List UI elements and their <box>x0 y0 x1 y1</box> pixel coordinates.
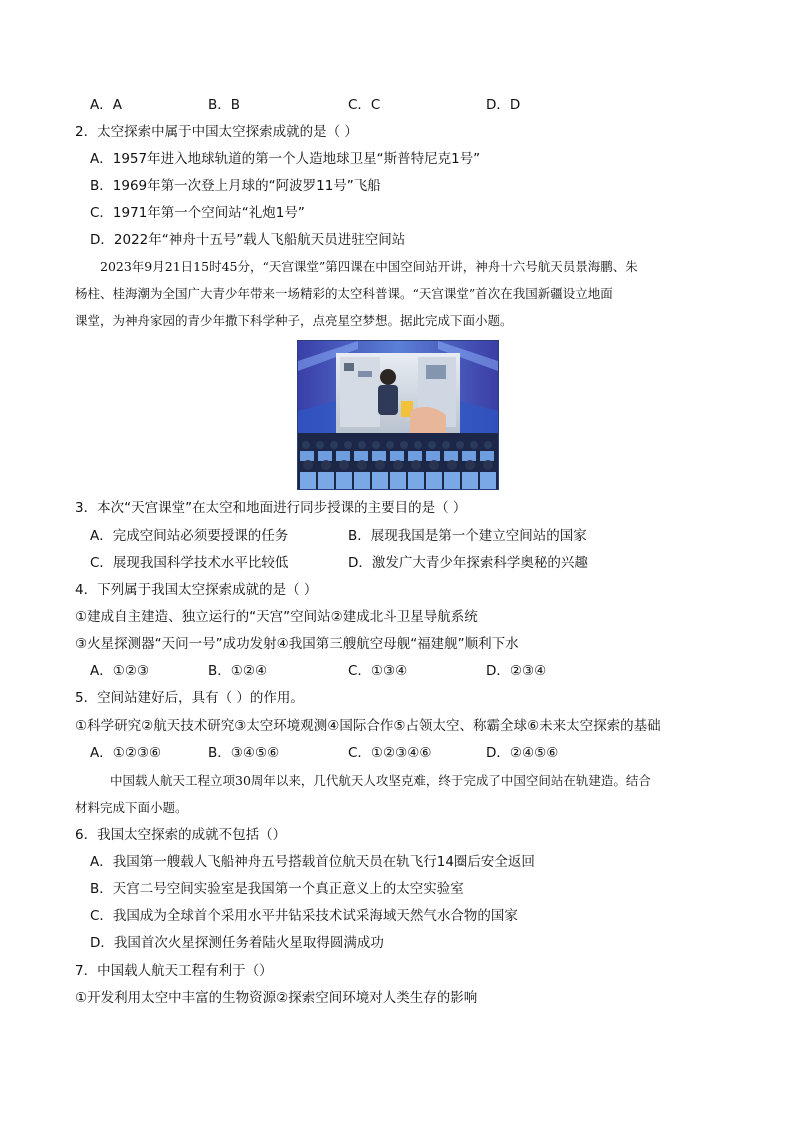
q2-option-d: D．2022年“神舟十五号”载人飞船航天员进驻空间站 <box>90 232 406 248</box>
q6-option-b: B．天宫二号空间实验室是我国第一个真正意义上的太空实验室 <box>90 881 464 897</box>
q5-option-b: B．③④⑤⑥ <box>208 745 280 761</box>
q3-option-b: B．展现我国是第一个建立空间站的国家 <box>348 528 587 544</box>
material2-line1: 中国载人航天工程立项30周年以来，几代航天人攻坚克难，终于完成了中国空间站在轨建造。结合 <box>110 773 651 788</box>
q5-option-d: D．②④⑤⑥ <box>486 745 559 761</box>
q3-option-d: D．激发广大青少年探索科学奥秘的兴趣 <box>348 555 588 571</box>
q5-stem: 5．空间站建好后，具有（ ）的作用。 <box>75 690 304 706</box>
q4-statements-1: ①建成自主建造、独立运行的“天宫”空间站②建成北斗卫星导航系统 <box>75 609 478 625</box>
q4-option-d: D．②③④ <box>486 663 547 679</box>
q4-option-c: C．①③④ <box>348 663 408 679</box>
q4-option-a: A．①②③ <box>90 663 150 679</box>
q5-statements: ①科学研究②航天技术研究③太空环境观测④国际合作⑤占领太空、称霸全球⑥未来太空探索的基础 <box>75 718 661 734</box>
tiangong-class-photo <box>297 340 499 490</box>
q4-stem: 4．下列属于我国太空探索成就的是（ ） <box>75 582 318 598</box>
q6-option-c: C．我国成为全球首个采用水平井钻采技术试采海域天然气水合物的国家 <box>90 908 518 924</box>
q6-option-a: A．我国第一艘载人飞船神舟五号搭载首位航天员在轨飞行14圈后安全返回 <box>90 854 535 870</box>
q3-option-c: C．展现我国科学技术水平比较低 <box>90 555 289 571</box>
material1-line2: 杨柱、桂海潮为全国广大青少年带来一场精彩的太空科普课。“天宫课堂”首次在我国新疆设立地面 <box>75 286 613 301</box>
q5-option-c: C．①②③④⑥ <box>348 745 432 761</box>
q1-option-b: B．B <box>208 97 241 113</box>
q4-option-b: B．①②④ <box>208 663 268 679</box>
q3-stem: 3．本次“天宫课堂”在太空和地面进行同步授课的主要目的是（ ） <box>75 500 467 516</box>
q6-stem: 6．我国太空探索的成就不包括（） <box>75 827 287 843</box>
q1-option-d: D．D <box>486 97 521 113</box>
q6-option-d: D．我国首次火星探测任务着陆火星取得圆满成功 <box>90 935 384 951</box>
material1-line3: 课堂，为神舟家园的青少年撒下科学种子，点亮星空梦想。据此完成下面小题。 <box>75 313 513 328</box>
q3-option-a: A．完成空间站必须要授课的任务 <box>90 528 289 544</box>
q2-option-a: A．1957年进入地球轨道的第一个人造地球卫星“斯普特尼克1号” <box>90 151 481 167</box>
q2-option-c: C．1971年第一个空间站“礼炮1号” <box>90 205 305 221</box>
q7-statements: ①开发利用太空中丰富的生物资源②探索空间环境对人类生存的影响 <box>75 990 478 1006</box>
q7-stem: 7．中国载人航天工程有利于（） <box>75 963 273 979</box>
q5-option-a: A．①②③⑥ <box>90 745 162 761</box>
q4-statements-2: ③火星探测器“天问一号”成功发射④我国第三艘航空母舰“福建舰”顺利下水 <box>75 636 519 652</box>
q1-option-c: C．C <box>348 97 381 113</box>
q2-option-b: B．1969年第一次登上月球的“阿波罗11号”飞船 <box>90 178 381 194</box>
material2-line2: 材料完成下面小题。 <box>75 800 188 815</box>
q1-option-a: A．A <box>90 97 122 113</box>
q2-stem: 2．太空探索中属于中国太空探索成就的是（ ） <box>75 124 358 140</box>
material1-line1: 2023年9月21日15时45分，“天宫课堂”第四课在中国空间站开讲，神舟十六号航天员景海鹏、朱 <box>100 259 638 274</box>
